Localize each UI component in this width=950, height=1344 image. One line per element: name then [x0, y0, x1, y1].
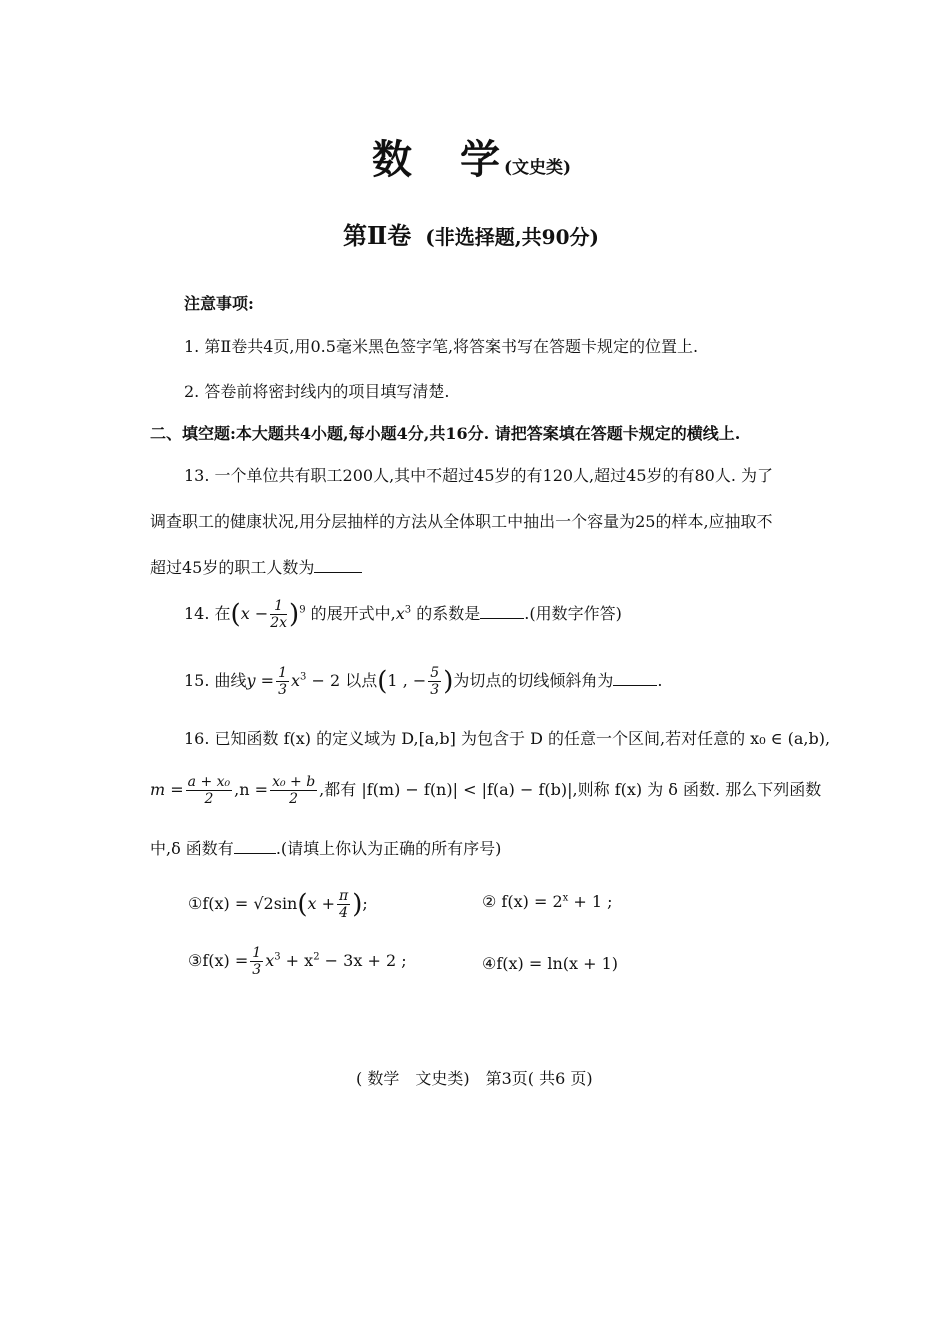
q16-m-fraction [186, 774, 233, 807]
paren-close: ) [352, 889, 363, 920]
o3-num: 1 [252, 945, 262, 961]
o3-prefix: ③f(x) = [188, 951, 249, 970]
q15-end: . [657, 671, 663, 690]
q15-frac-num: 1 [278, 665, 287, 681]
o3-den: 3 [252, 962, 262, 978]
q15-frac-den: 3 [278, 682, 287, 698]
o1-end: ; [362, 894, 368, 913]
option-3 [188, 945, 407, 978]
o3-x: x [265, 951, 275, 970]
notice-item-1: 1. 第Ⅱ卷共4页,用0.5毫米黑色签字笔,将答案书写在答题卡规定的位置上. [184, 337, 699, 356]
q13-line-3 [150, 555, 362, 578]
q16-n-den: 2 [289, 791, 299, 807]
q16-line2-tail: ,都有 |f(m) − f(n)| < |f(a) − f(b)|,则称 f(x) 为 δ 函数. 那么下列函数 [319, 780, 822, 799]
q14-exponent: 9 [299, 604, 306, 616]
o1-num: π [339, 888, 349, 904]
answer-blank [314, 558, 362, 573]
q16-line-2 [150, 774, 821, 807]
q15-tail: − 2 以点 [311, 671, 378, 690]
o1-prefix: ①f(x) = √2sin [188, 894, 298, 913]
q14-suffix: .(用数字作答) [524, 604, 622, 623]
q16-line-1: 16. 已知函数 f(x) 的定义域为 D,[a,b] 为包含于 D 的任意一个区间,若对任意的 x₀ ∈ (a,b), [184, 729, 831, 748]
q16-n-fraction [270, 774, 317, 807]
notice-item-2: 2. 答卷前将密封线内的项目填写清楚. [184, 382, 450, 401]
notice-heading: 注意事项: [184, 294, 254, 313]
o2-exp: x [562, 892, 569, 904]
q14-x3-exp: 3 [404, 604, 412, 616]
o2-tail: + 1 ; [568, 892, 613, 911]
q14-fraction [270, 598, 287, 631]
page-footer: ( 数学 文史类) 第3页( 共6 页) [356, 1069, 593, 1088]
q16-m-den: 2 [204, 791, 214, 807]
o2-text: ② f(x) = 2 [482, 892, 563, 911]
q14-x3: x [395, 604, 405, 623]
q15-x: x [291, 671, 301, 690]
q15-pt-den: 3 [430, 682, 440, 698]
q14-minus: − [254, 604, 269, 623]
o1-den: 4 [339, 905, 349, 921]
o3-fraction [250, 945, 263, 978]
volume-heading [343, 216, 599, 251]
q16-m-num: a + x₀ [187, 774, 231, 790]
paren-open: ( [377, 666, 388, 697]
q14 [184, 598, 622, 631]
q14-frac-num: 1 [270, 598, 287, 615]
paren-open: ( [230, 599, 241, 630]
q13-line-2: 调查职工的健康状况,用分层抽样的方法从全体职工中抽出一个容量为25的样本,应抽取不 [150, 512, 773, 531]
q13-text: 超过45岁的职工人数为 [150, 558, 315, 577]
q16-line3-suffix: .(请填上你认为正确的所有序号) [275, 839, 502, 858]
q14-mid: 的展开式中, [310, 604, 396, 623]
paren-open: ( [297, 889, 308, 920]
section-heading: 二、填空题:本大题共4小题,每小题4分,共16分. 请把答案填在答题卡规定的横线上. [150, 424, 741, 443]
page-title [372, 128, 571, 185]
answer-blank [613, 671, 657, 686]
answer-blank [480, 604, 524, 619]
q16-n: ,n = [234, 780, 269, 799]
q16-m: m = [150, 780, 184, 799]
answer-blank [234, 839, 276, 854]
o3-tail-b: + x [280, 951, 314, 970]
q14-frac-den: 2x [270, 615, 288, 631]
q15-point: 1 , − [387, 671, 427, 690]
q14-prefix: 14. 在 [184, 604, 231, 623]
q15-y: y = [246, 671, 275, 690]
paren-close: ) [443, 666, 454, 697]
q15-suffix: 为切点的切线倾斜角为 [453, 671, 614, 690]
q15-x-exp: 3 [300, 671, 307, 683]
o1-fraction [337, 888, 350, 921]
q16-line-3 [150, 836, 501, 859]
q16-n-num: x₀ + b [272, 774, 316, 790]
q15-prefix: 15. 曲线 [184, 671, 247, 690]
option-1 [188, 888, 368, 921]
q15 [184, 665, 662, 698]
q15-fraction [276, 665, 289, 698]
o1-x: x + [307, 894, 336, 913]
option-2 [482, 892, 613, 911]
volume-note: (非选择题,共90分) [425, 225, 599, 249]
title-subtitle: (文史类) [504, 158, 572, 178]
q15-pt-num: 5 [430, 665, 440, 681]
title-char-1: 数 [372, 136, 414, 183]
option-4: ④f(x) = ln(x + 1) [482, 954, 619, 973]
q14-mid2: 的系数是 [416, 604, 481, 623]
q15-point-fraction [428, 665, 441, 698]
title-char-2: 学 [460, 136, 502, 183]
q13-line-1: 13. 一个单位共有职工200人,其中不超过45岁的有120人,超过45岁的有80人. 为了 [184, 466, 774, 485]
volume-label: 第Ⅱ卷 [343, 221, 412, 250]
o3-exp1: 3 [274, 951, 281, 963]
o3-exp2: 2 [313, 951, 320, 963]
paren-close: ) [289, 599, 300, 630]
o3-tail-c: − 3x + 2 ; [319, 951, 407, 970]
q14-x: x [240, 604, 250, 623]
q16-line3-prefix: 中,δ 函数有 [150, 839, 234, 858]
